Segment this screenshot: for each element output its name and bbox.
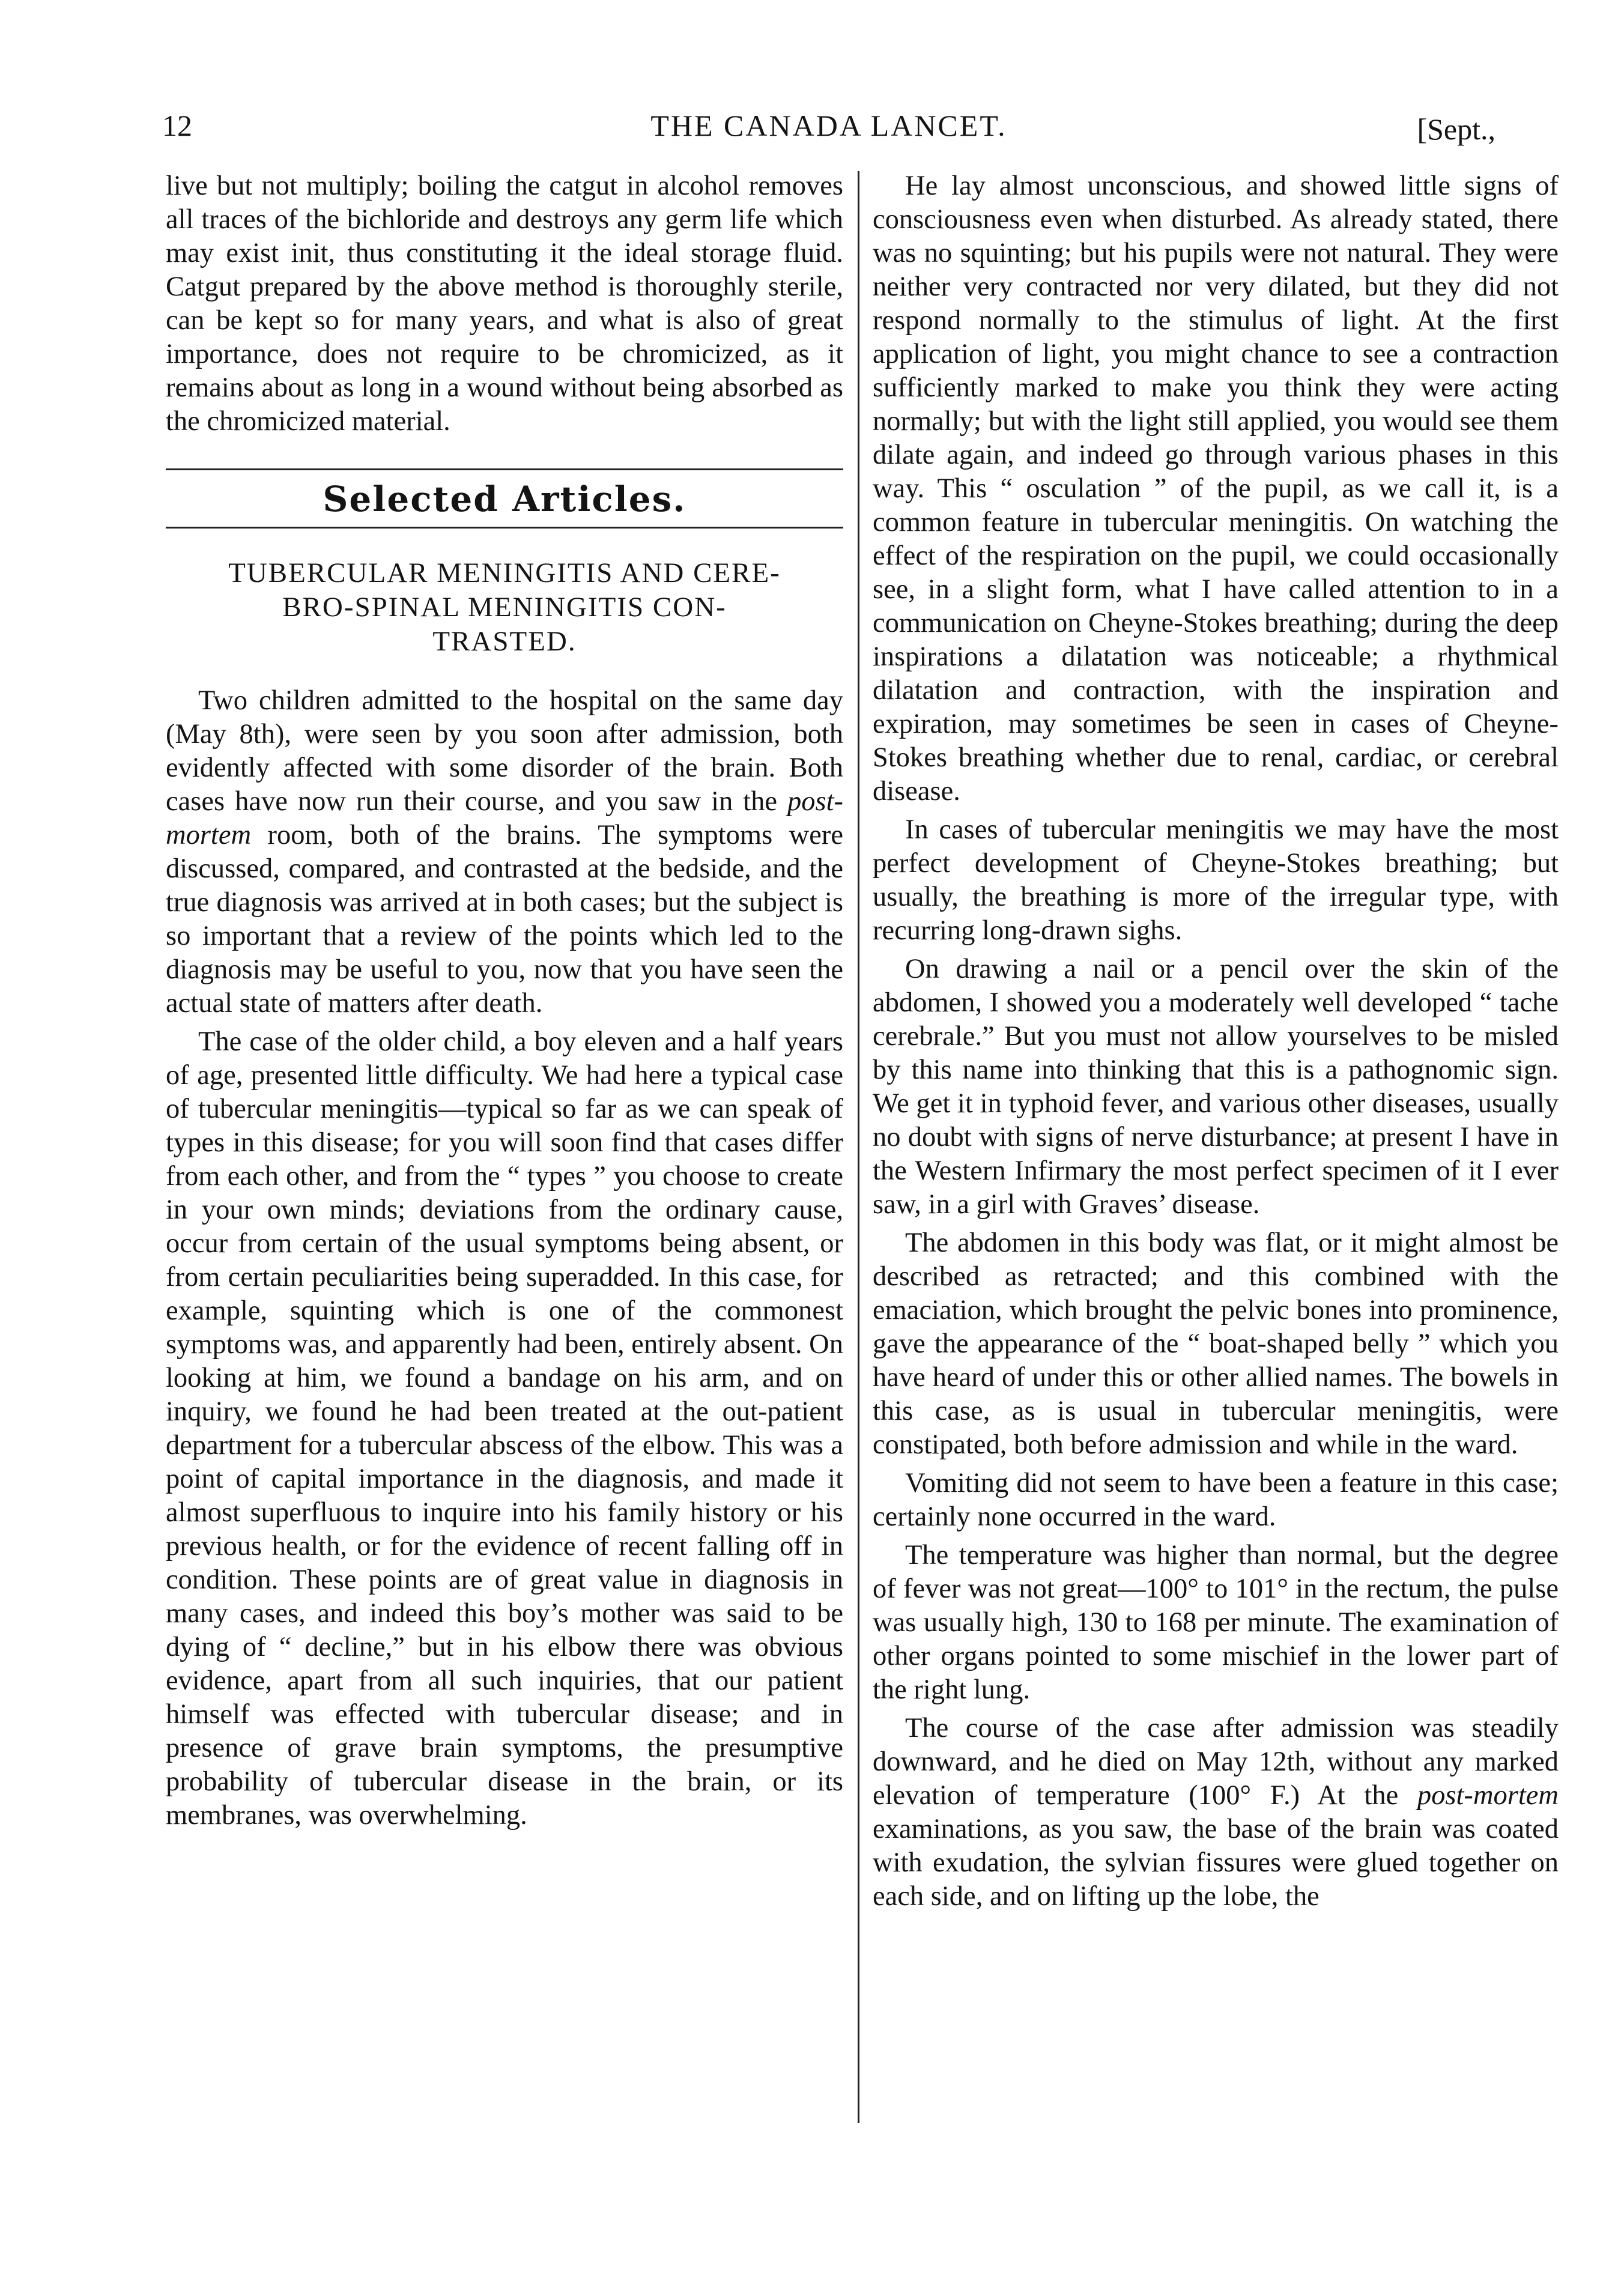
- paragraph: The temperature was higher than normal, but the degree of fever was not great—100° to 101° in the rectum, the pulse was usually high, 130 to 168 per minute. The examination of other organs pointed to some mischief in the lower part of the right lung.: [873, 1540, 1559, 1705]
- text-run: Two children admitted to the hospital on the same day (May 8th), were seen by you soon after admission, both evidently affected with some disorder of the brain. Both cases have now run their course, and you saw in the: [166, 685, 843, 817]
- italic-term: post-mortem: [166, 786, 843, 850]
- paragraph: The case of the older child, a boy eleven and a half years of age, presented little difficulty. We had here a typical case of tubercular meningitis—typical so far as we can speak of types in this disease; for you will soon find that cases differ from each other, and from the “ types ” you choose to create in your own minds; deviations from the ordinary cause, occur from certain of the usual symptoms being absent, or from certain peculiarities being superadded. In this case, for example, squinting which is one of the commonest symptoms was, and apparently had been, entirely absent. On looking at him, we found a bandage on his arm, and on inquiry, we found he had been treated at the out-patient department for a tubercular abscess of the elbow. This was a point of capital importance in the diagnosis, and made it almost superfluous to inquire into his family history or his previous health, or for the evidence of recent falling off in condition. These points are of great value in diagnosis in many cases, and indeed this boy’s mother was said to be dying of “ decline,” but in his elbow there was obvious evidence, apart from all such inquiries, that our patient himself was effected with tubercular disease; and in presence of grave brain symptoms, the presumptive probability of tubercular disease in the brain, or its membranes, was overwhelming.: [166, 1026, 843, 1831]
- text-run: The course of the case after admission was steadily downward, and he died on May 12th, without any marked elevation of temperature (100° F.) At the: [873, 1713, 1559, 1811]
- article-title-line: TUBERCULAR MENINGITIS AND CERE-: [228, 557, 781, 589]
- paragraph: He lay almost unconscious, and showed little signs of consciousness even when disturbed. As already stated, there was no squinting; but his pupils were not natural. They were neither very contracted nor very dilated, but they did not respond normally to the stimulus of light. At the first application of light, you might chance to see a contraction sufficiently marked to make you think they were acting normally; but with the light still applied, you would see them dilate again, and indeed go through various phases in this way. This “ osculation ” of the pupil, as we call it, is a common feature in tubercular meningitis. On watching the effect of the respiration on the pupil, we could occasionally see, in a slight form, what I have called attention to in a communication on Cheyne-Stokes breathing; during the deep inspirations a dilatation was noticeable; a rhythmical dilatation and contraction, with the inspiration and expiration, may sometimes be seen in cases of Cheyne-Stokes breathing whether due to renal, cardiac, or cerebral disease.: [873, 171, 1559, 807]
- article-title-line: BRO-SPINAL MENINGITIS CON-: [282, 592, 727, 623]
- left-column: [166, 169, 843, 1837]
- italic-term: post-mortem: [1417, 1780, 1559, 1811]
- issue-date: [Sept.,: [1417, 112, 1495, 146]
- column-divider: [858, 171, 859, 2123]
- paragraph: In cases of tubercular meningitis we may have the most perfect development of Cheyne-Stokes breathing; but usually, the breathing is more of the irregular type, with recurring long-drawn sighs.: [873, 814, 1559, 946]
- page-number: 12: [162, 109, 192, 142]
- paragraph: live but not multiply; boiling the catgut in alcohol removes all traces of the bichloride and destroys any germ life which may exist init, thus constituting it the ideal storage fluid. Catgut prepared by the above method is thoroughly sterile, can be kept so for many years, and what is also of great importance, does not require to be chromicized, as it remains about as long in a wound without being absorbed as the chromicized material.: [166, 171, 843, 437]
- right-column: [873, 169, 1559, 1918]
- article-title-line: TRASTED.: [432, 626, 577, 657]
- paragraph: The abdomen in this body was flat, or it might almost be described as retracted; and this combined with the emaciation, which brought the pelvic bones into prominence, gave the appearance of the “ boat-shaped belly ” which you have heard of under this or other allied names. The bowels in this case, as is usual in tubercular meningitis, were constipated, both before admission and while in the ward.: [873, 1228, 1559, 1460]
- text-run: room, both of the brains. The symptoms were discussed, compared, and contrasted at the bedside, and the true diagnosis was arrived at in both cases; but the subject is so important that a review of the points which led to the diagnosis may be useful to you, now that you have seen the actual state of matters after death.: [166, 820, 843, 1019]
- paragraph: On drawing a nail or a pencil over the skin of the abdomen, I showed you a moderately well developed “ tache cerebrale.” But you must not allow yourselves to be misled by this name into thinking that this is a pathognomic sign. We get it in typhoid fever, and various other diseases, usually no doubt with signs of nerve disturbance; at present I have in the Western Infirmary the most perfect specimen of it I ever saw, in a girl with Graves’ disease.: [873, 954, 1559, 1220]
- text-run: examinations, as you saw, the base of the brain was coated with exudation, the sylvian fissures were glued together on each side, and on lifting up the lobe, the: [873, 1814, 1559, 1912]
- journal-title: THE CANADA LANCET.: [650, 109, 1007, 142]
- paragraph: Vomiting did not seem to have been a feature in this case; certainly none occurred in the ward.: [873, 1468, 1559, 1532]
- page-header: [162, 102, 1495, 156]
- section-title: Selected Articles.: [323, 479, 686, 519]
- article-title: [178, 556, 831, 659]
- section-rule-bottom: [166, 527, 843, 529]
- paragraph: [873, 1712, 1559, 1913]
- paragraph: [166, 684, 843, 1020]
